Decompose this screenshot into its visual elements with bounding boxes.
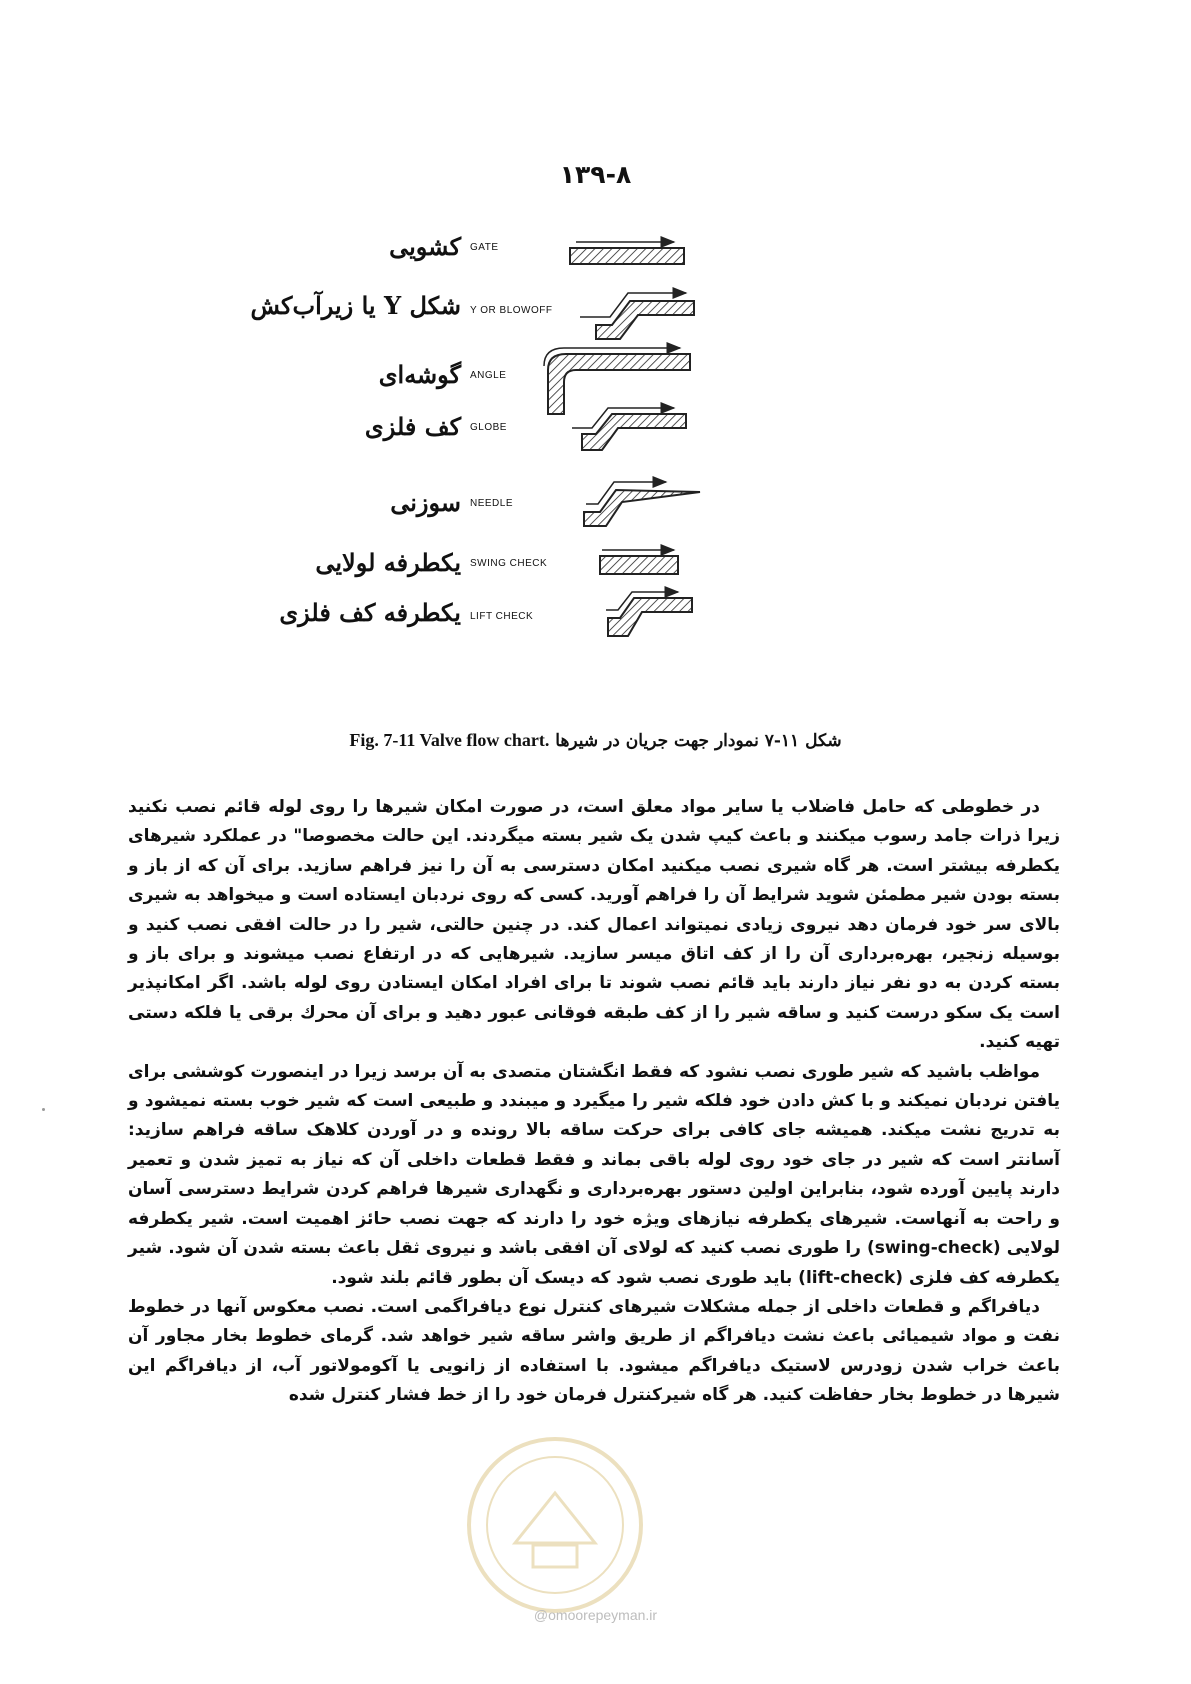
y-blowoff-valve-icon bbox=[572, 279, 702, 345]
caption-en: Fig. 7-11 Valve flow chart. bbox=[349, 730, 550, 750]
valve-label-fa: یکطرفه لولایی bbox=[315, 548, 461, 577]
swing-check-valve-icon bbox=[594, 542, 684, 582]
valve-label-fa: سوزنی bbox=[390, 488, 461, 517]
valve-label-fa: کف فلزی bbox=[364, 412, 461, 441]
globe-valve-icon bbox=[556, 398, 706, 460]
valve-row-lift-check bbox=[0, 598, 1191, 658]
valve-label-fa: یکطرفه کف فلزی bbox=[279, 598, 461, 627]
gate-valve-icon bbox=[556, 236, 696, 270]
valve-row-needle bbox=[0, 488, 1191, 548]
valve-label-en: GATE bbox=[470, 242, 499, 253]
valve-label-en: LIFT CHECK bbox=[470, 611, 534, 622]
paragraph: مواظب باشید که شیر طوری نصب نشود که فقط انگشتان متصدی به آن برسد زیرا در اینصورت کوششی برای یافتن نردبان نمیکند و با کش دادن خود فلکه شیر را میگیرد و میبندد و طبیعی است که شیر خوب بسته نمیشود و به تدریج نشت میکند. همیشه جای کافی برای حرکت ساقه بالا رونده و در آوردن کلاهک ساقه فراهم سازید: آسانتر است که شیر در جای خود روی لوله باقی بماند و فقط قطعات داخلی آن که نیاز به تمیز شدن و تعمیر دارند پایین آورده شود، بنابراین اولین دستور بهره‌برداری و نگهداری شیرها فراهم کردن شرایط دسترسی آسان و راحت به آنهاست. شیرهای یکطرفه نیازهای ویژه خود را دارند که جهت نصب حائز اهمیت است. شیر یکطرفه لولایی (swing-check) را طوری نصب کنید که لولای آن افقی باشد و نیروی ثقل باعث بسته شدن آن شود. شیر یکطرفه کف فلزی (lift-check) باید طوری نصب شود که دیسک آن بطور قائم بلند شود. bbox=[128, 1061, 1060, 1288]
lift-check-valve-icon bbox=[596, 584, 706, 644]
caption-fa: شکل ۱۱-۷ نمودار جهت جریان در شیرها bbox=[555, 731, 842, 751]
page-number: ٨-١٣٩ bbox=[559, 160, 632, 189]
valve-label-fa: گوشه‌ای bbox=[378, 360, 461, 389]
watermark-url: @omoorepeyman.ir bbox=[533, 1607, 658, 1623]
valve-row-globe bbox=[0, 412, 1191, 472]
valve-label-en: SWING CHECK bbox=[470, 558, 548, 569]
needle-valve-icon bbox=[570, 468, 710, 534]
body-text bbox=[128, 793, 1060, 1411]
valve-label-fa: شکل Y یا زیرآب‌کش bbox=[250, 291, 461, 320]
valve-label-en: ANGLE bbox=[470, 370, 507, 381]
paragraph: در خطوطی که حامل فاضلاب یا سایر مواد معلق است، در صورت امکان شیرها را روی لوله قائم نصب نکنید زیرا ذرات جامد رسوب میکنند و باعث کیپ شدن یک شیر بسته میگردند. این حالت مخصوصا" در عملکرد شیرهای یکطرفه بیشتر است. هر گاه شیری نصب میکنید امکان دسترسی به آن را نیز فراهم سازید. برای آن که از باز و بسته بودن شیر مطمئن شوید شرایط آن را فراهم آورید. کسی که روی نردبان ایستاده است و میخواهد به شیری بالای سر خود فرمان دهد نیروی زیادی نمیتواند اعمال کند. در چنین حالتی، شیر را در حالت افقی نصب کنید و بوسیله زنجیر، بهره‌برداری آن را از کف اتاق میسر سازید. شیرهایی که در ارتفاع نصب میشوند و برای باز و بسته کردن به دو نفر نیاز دارند باید قائم نصب شوند تا برای افراد امکان ایستادن روی لوله باشد. اگر امکانپذیر است یک سکو درست کنید و ساقه شیر را از کف طبقه فوقانی عبور دهید و برای آن محرك برقی یا فلکه دستی تهیه کنید. bbox=[128, 797, 1060, 1053]
watermark-seal-logo bbox=[463, 1433, 648, 1618]
figure-caption bbox=[0, 730, 1191, 751]
valve-label-en: Y OR BLOWOFF bbox=[470, 305, 553, 316]
margin-mark bbox=[42, 1108, 45, 1111]
valve-label-en: GLOBE bbox=[470, 422, 507, 433]
valve-label-en: NEEDLE bbox=[470, 498, 514, 509]
paragraph: دیافراگم و قطعات داخلی از جمله مشکلات شیرهای کنترل نوع دیافراگمی است. نصب معکوس آنها در خطوط نفت و مواد شیمیائی باعث نشت دیافراگم از طریق واشر ساقه شیر خواهد شد. گرمای خطوط بخار مجاور آن باعث خراب شدن زودرس لاستیک دیافراگم میشود. با استفاده از زانویی یا آکومولاتور آب، از دیافراگم این شیرها در خطوط بخار حفاظت کنید. هر گاه شیرکنترل فرمان خود را از خط فشار کنترل شده bbox=[128, 1296, 1060, 1406]
valve-label-fa: کشویی bbox=[389, 232, 461, 261]
